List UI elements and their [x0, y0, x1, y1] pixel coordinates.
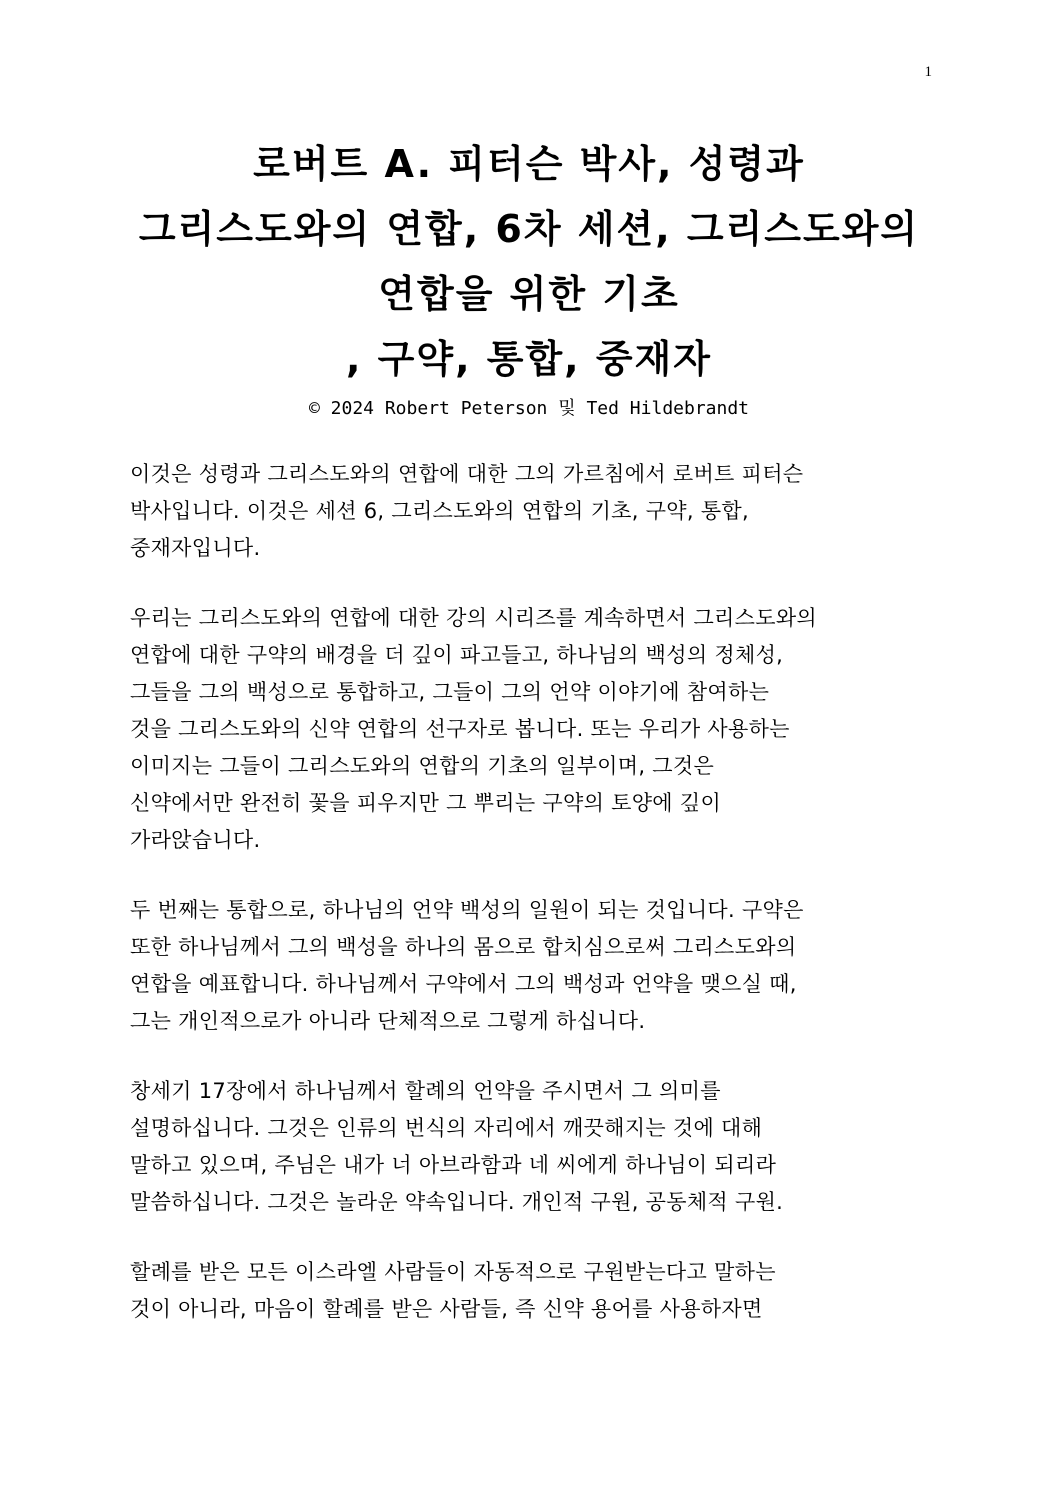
text-line: 것을 그리스도와의 신약 연합의 선구자로 봅니다. 또는 우리가 사용하는 — [130, 717, 790, 741]
body-text — [130, 456, 930, 1361]
text-line: 할례를 받은 모든 이스라엘 사람들이 자동적으로 구원받는다고 말하는 — [130, 1260, 776, 1284]
paragraph-3 — [130, 892, 930, 1040]
text-line: 또한 하나님께서 그의 백성을 하나의 몸으로 합치심으로써 그리스도와의 — [130, 935, 797, 959]
text-line: 말하고 있으며, 주님은 내가 너 아브라함과 네 씨에게 하나님이 되리라 — [130, 1153, 777, 1177]
text-line: 박사입니다. 이것은 세션 6, 그리스도와의 연합의 기초, 구약, 통합, — [130, 499, 749, 523]
text-line: 그들을 그의 백성으로 통합하고, 그들이 그의 언약 이야기에 참여하는 — [130, 680, 770, 704]
text-line: 가라앉습니다. — [130, 828, 261, 852]
title-line: 연합을 위한 기초 — [378, 272, 680, 316]
text-line: 신약에서만 완전히 꽃을 피우지만 그 뿌리는 구약의 토양에 깊이 — [130, 791, 722, 815]
text-line: 이미지는 그들이 그리스도와의 연합의 기초의 일부이며, 그것은 — [130, 754, 715, 778]
text-line: 창세기 17장에서 하나님께서 할례의 언약을 주시면서 그 의미를 — [130, 1079, 721, 1103]
paragraph-2 — [130, 600, 930, 859]
title-line: , 구약, 통합, 중재자 — [346, 337, 712, 381]
page-number: 1 — [924, 64, 932, 80]
paragraph-5 — [130, 1254, 930, 1328]
text-line: 말씀하십니다. 그것은 놀라운 약속입니다. 개인적 구원, 공동체적 구원. — [130, 1190, 784, 1214]
paragraph-4 — [130, 1073, 930, 1221]
paragraph-1 — [130, 456, 930, 567]
copyright-notice: © 2024 Robert Peterson 및 Ted Hildebrandt — [308, 398, 750, 419]
title-line: 그리스도와의 연합, 6차 세션, 그리스도와의 — [138, 207, 920, 251]
text-line: 연합을 예표합니다. 하나님께서 구약에서 그의 백성과 언약을 맺으실 때, — [130, 972, 797, 996]
text-line: 연합에 대한 구약의 배경을 더 깊이 파고들고, 하나님의 백성의 정체성, — [130, 643, 784, 667]
title-line: 로버트 A. 피터슨 박사, 성령과 — [253, 142, 805, 186]
text-line: 것이 아니라, 마음이 할례를 받은 사람들, 즉 신약 용어를 사용하자면 — [130, 1297, 763, 1321]
document-title — [100, 132, 958, 392]
text-line: 중재자입니다. — [130, 536, 261, 560]
text-line: 두 번째는 통합으로, 하나님의 언약 백성의 일원이 되는 것입니다. 구약은 — [130, 898, 804, 922]
text-line: 우리는 그리스도와의 연합에 대한 강의 시리즈를 계속하면서 그리스도와의 — [130, 606, 817, 630]
text-line: 그는 개인적으로가 아니라 단체적으로 그렇게 하십니다. — [130, 1009, 646, 1033]
text-line: 이것은 성령과 그리스도와의 연합에 대한 그의 가르침에서 로버트 피터슨 — [130, 462, 804, 486]
text-line: 설명하십니다. 그것은 인류의 번식의 자리에서 깨끗해지는 것에 대해 — [130, 1116, 763, 1140]
